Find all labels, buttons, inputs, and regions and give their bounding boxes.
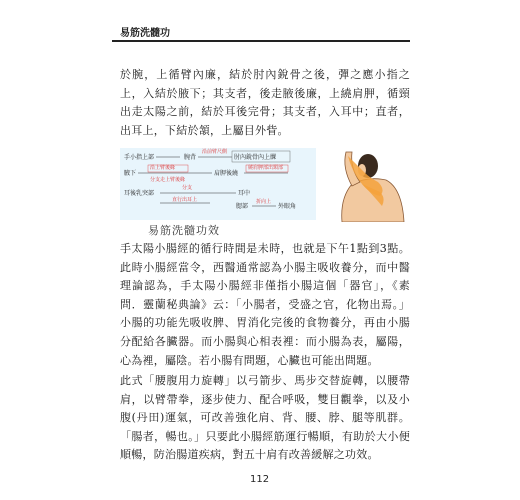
header-rule [112,40,410,42]
diagram-label: 腮部 [236,203,249,210]
diagram-label: 腕背 [184,154,197,161]
diagram-red-label: 分支 [182,185,193,191]
diagram-red-label: 折向上 [256,199,272,205]
diagram-red-label: 沿前臂尺側 [202,149,228,155]
diagram-red-label: 繞肩胛部出頸部 [248,165,284,171]
diagram-label: 外眼角 [278,203,297,210]
body-paragraph-3: 此式「腰腹用力旋轉」以弓箭步、馬步交替旋轉，以腰帶肩，以臂帶拳，逐步使力、配合呼吸，雙目觀拳，以及小腹(丹田)運氣，可改善強化肩、背、腰、脖、腿等肌群。「腸者，暢也。」只要此小腸經筋運行暢順，有助於大小便順暢，防治腸道疾病，對五十肩有改善緩解之功效。 [120,374,410,462]
section-title: 易筋洗髓功效 [148,224,220,237]
diagram-label: 耳中 [238,190,251,197]
diagram-label: 肘內銳骨內上髁 [234,154,277,161]
diagram-red-label: 沿上臂後緣 [150,165,176,171]
running-header: 易筋洗髓功 [120,28,170,39]
meridian-diagram [120,148,316,220]
body-paragraph-1: 於腕，上循臂內廉，結於肘內銳骨之後，彈之應小指之上，入結於腋下；其支者，後走腋後廉，上繞肩胛，循頸出走太陽之前，結於耳後完骨；其支者，入耳中；直者，出耳上，下結於頷，上屬目外眥。 [120,68,410,137]
diagram-label: 腋下 [124,170,137,177]
diagram-label: 肩胛後繞 [214,170,239,177]
diagram-red-label: 直行出耳上 [172,197,198,203]
diagram-label: 耳後乳突部 [124,190,155,197]
meridian-figure [322,148,414,222]
body-paragraph-2: 手太陽小腸經的循行時間是未時，也就是下午1點到3點。此時小腸經當令，西醫通常認為小腸主吸收養分，而中醫理論認為，手太陽小腸經非僅指小腸這個「器官」，《素問．靈蘭秘典論》云：「小腸者，受盛之官，化物出焉。」小腸的功能先吸收脾、胃消化完後的食物養分，再由小腸分配給各臟器。而小腸與心相表裡：而小腸為表，屬陽，心為裡，屬陰。若小腸有問題，心臟也可能出問題。 [120,242,410,367]
diagram-red-label: 分支走上臂後緣 [150,177,186,183]
diagram-label: 手小指上部 [124,154,155,161]
page-number: 112 [250,474,270,485]
